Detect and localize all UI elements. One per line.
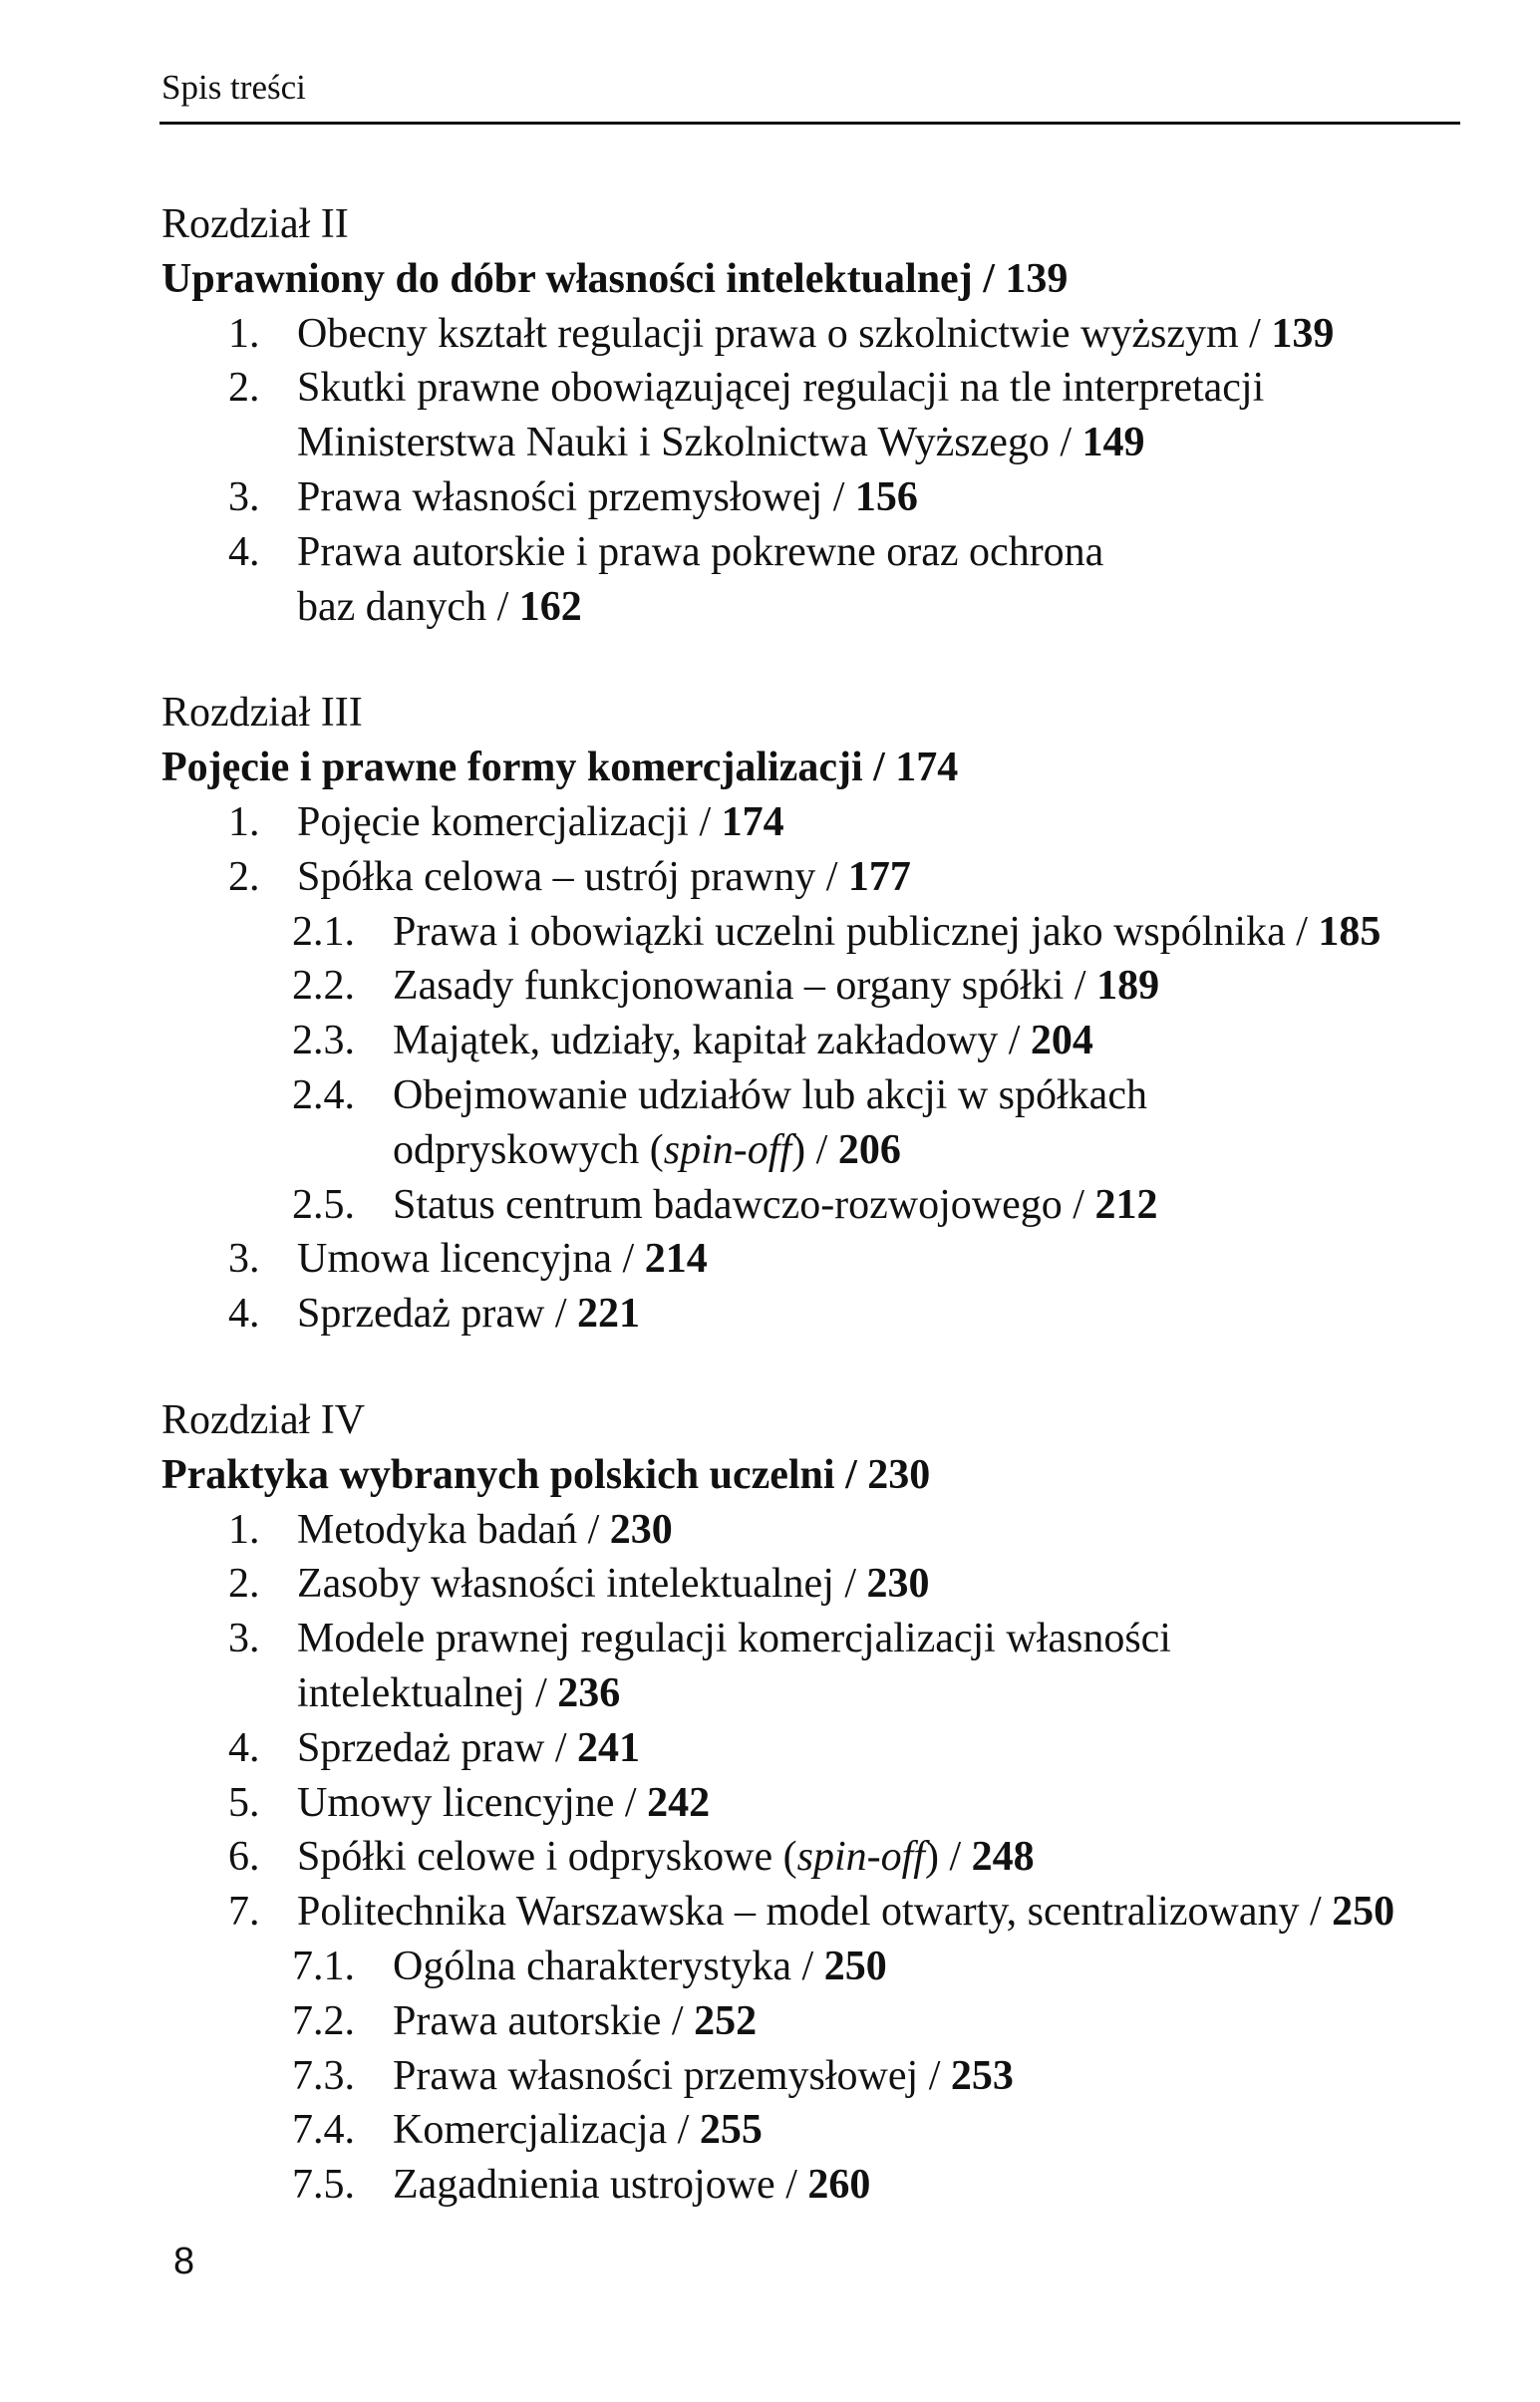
entry-text: Umowy licencyjne / 242 [297, 1779, 711, 1826]
entry-number: 2. [228, 365, 260, 412]
toc-entry-line [161, 580, 1477, 635]
chapter-label: Rozdział IV [161, 1396, 366, 1443]
toc-entry-line [161, 361, 1477, 416]
entry-title-text: Umowa licencyjna [297, 1236, 613, 1283]
entry-page: 149 [1081, 420, 1145, 466]
entry-page: 236 [557, 1669, 621, 1716]
entry-text: Spółki celowe i odpryskowe (spin-off) / 248 [297, 1834, 1035, 1881]
entry-title-text: baz danych [297, 583, 487, 630]
entry-text [297, 525, 1103, 580]
toc-entry-line [161, 1776, 1477, 1831]
entry-number: 1. [228, 310, 260, 357]
entry-title-text: Skutki prawne obowiązującej regulacji na tle interpretacji [297, 365, 1265, 412]
toc-subentry-line [161, 1178, 1477, 1233]
entry-text: Prawa własności przemysłowej / 156 [297, 473, 918, 520]
entry-page: 252 [694, 1997, 758, 2044]
entry-italic-text: spin-off [663, 1126, 792, 1173]
entry-title-text: Prawa autorskie i prawa pokrewne oraz ochrona [297, 528, 1104, 575]
entry-page: 214 [644, 1236, 708, 1283]
entry-text: Status centrum badawczo-rozwojowego / 212 [393, 1181, 1158, 1228]
entry-text: Zasoby własności intelektualnej / 230 [297, 1561, 930, 1608]
entry-page: 230 [609, 1506, 673, 1553]
toc-entry-line [161, 1666, 1477, 1721]
chapter-title-text: Uprawniony do dóbr własności intelektualnej [161, 255, 973, 302]
toc-entry-line [161, 1830, 1477, 1885]
entry-after-text: ) [924, 1834, 939, 1881]
entry-page: 206 [837, 1126, 901, 1173]
entry-title-text: Politechnika Warszawska – model otwarty, scentralizowany [297, 1889, 1300, 1936]
entry-text: Prawa i obowiązki uczelni publicznej jako wspólnika / 185 [393, 908, 1382, 955]
toc-entry-line [161, 1287, 1477, 1342]
entry-page: 250 [1332, 1889, 1395, 1936]
entry-title-text: intelektualnej [297, 1669, 525, 1716]
entry-text: intelektualnej / 236 [297, 1669, 621, 1716]
toc-subentry-line [161, 959, 1477, 1014]
chapter-page: 174 [895, 745, 959, 791]
entry-number: 4. [228, 528, 260, 575]
entry-title-text: Status centrum badawczo-rozwojowego [393, 1181, 1063, 1228]
entry-title-text: odpryskowych ( [393, 1126, 664, 1173]
chapter-label: Rozdział II [161, 201, 349, 247]
entry-page: 250 [823, 1943, 887, 1989]
chapter-page: 230 [867, 1451, 931, 1498]
entry-number: 7.2. [292, 1997, 355, 2044]
toc-entry-line [161, 525, 1477, 580]
chapter-label: Rozdział III [161, 690, 363, 737]
entry-page: 253 [950, 2052, 1014, 2099]
entry-text: odpryskowych (spin-off) / 206 [393, 1126, 901, 1173]
entry-text: Umowa licencyjna / 214 [297, 1236, 708, 1283]
entry-title-text: Sprzedaż praw [297, 1724, 545, 1771]
entry-text [393, 1068, 1147, 1123]
entry-after-text: ) [791, 1126, 806, 1173]
entry-title-text: Pojęcie komercjalizacji [297, 798, 689, 845]
entry-title-text: Majątek, udziały, kapitał zakładowy [393, 1018, 999, 1064]
entry-number: 6. [228, 1834, 260, 1881]
entry-text: Zasady funkcjonowania – organy spółki / 189 [393, 963, 1160, 1010]
entry-title-text: Spółki celowe i odpryskowe ( [297, 1834, 797, 1881]
entry-title-text: Prawa własności przemysłowej [297, 473, 823, 520]
chapter-title-text: Pojęcie i prawne formy komercjalizacji [161, 745, 863, 791]
entry-number: 1. [228, 1506, 260, 1553]
entry-text: Majątek, udziały, kapitał zakładowy / 204 [393, 1018, 1093, 1064]
toc-entry-line [161, 1612, 1477, 1666]
entry-number: 2.1. [292, 908, 355, 955]
entry-page: 242 [647, 1779, 711, 1826]
toc-subentry-line [161, 905, 1477, 960]
entry-number: 2.2. [292, 963, 355, 1010]
entry-text: Sprzedaż praw / 241 [297, 1724, 641, 1771]
entry-title-text: Ministerstwa Nauki i Szkolnictwa Wyższego [297, 420, 1050, 466]
toc-entry-line [161, 1232, 1477, 1287]
entry-page: 162 [518, 583, 582, 630]
entry-text: Pojęcie komercjalizacji / 174 [297, 798, 784, 845]
entry-title-text: Prawa autorskie [393, 1997, 662, 2044]
entry-number: 2. [228, 853, 260, 900]
entry-text: Zagadnienia ustrojowe / 260 [393, 2162, 871, 2209]
toc-subentry-line [161, 2049, 1477, 2104]
toc-subentry-line [161, 1014, 1477, 1068]
toc-chapter [161, 1393, 1477, 2213]
toc-entry-line [161, 1557, 1477, 1612]
entry-title-text: Metodyka badań [297, 1506, 578, 1553]
entry-number: 4. [228, 1291, 260, 1338]
entry-title-text: Zagadnienia ustrojowe [393, 2162, 775, 2209]
page-number: 8 [173, 2241, 195, 2282]
entry-title-text: Zasady funkcjonowania – organy spółki [393, 963, 1065, 1010]
entry-number: 7. [228, 1889, 260, 1936]
entry-text: Prawa własności przemysłowej / 253 [393, 2052, 1014, 2099]
entry-title-text: Sprzedaż praw [297, 1291, 545, 1338]
toc-entry-line [161, 795, 1477, 850]
toc-entry-line [161, 1721, 1477, 1776]
header-rule [159, 122, 1460, 125]
chapter-page: 139 [1005, 255, 1069, 302]
entry-page: 156 [854, 473, 918, 520]
entry-number: 3. [228, 1616, 260, 1662]
entry-text [297, 361, 1264, 416]
entry-number: 7.1. [292, 1943, 355, 1989]
entry-text: Spółka celowa – ustrój prawny / 177 [297, 853, 911, 900]
entry-text [297, 1612, 1171, 1666]
entry-text: Sprzedaż praw / 221 [297, 1291, 641, 1338]
entry-number: 2. [228, 1561, 260, 1608]
entry-page: 260 [807, 2162, 871, 2209]
chapter-title: Pojęcie i prawne formy komercjalizacji / 174 [161, 745, 959, 791]
toc-entry-line [161, 1885, 1477, 1940]
entry-title-text: Modele prawnej regulacji komercjalizacji własności [297, 1616, 1171, 1662]
entry-number: 2.5. [292, 1181, 355, 1228]
entry-text: Obecny kształt regulacji prawa o szkolnictwie wyższym / 139 [297, 310, 1335, 357]
entry-text: Ogólna charakterystyka / 250 [393, 1943, 887, 1989]
entry-italic-text: spin-off [796, 1834, 925, 1881]
entry-number: 3. [228, 1236, 260, 1283]
entry-page: 204 [1030, 1018, 1093, 1064]
entry-page: 230 [866, 1561, 930, 1608]
toc-entry-line [161, 1503, 1477, 1558]
toc-subentry-line [161, 1123, 1477, 1178]
entry-title-text: Obecny kształt regulacji prawa o szkolnictwie wyższym [297, 310, 1239, 357]
toc-subentry-line [161, 1940, 1477, 1994]
entry-number: 7.3. [292, 2052, 355, 2099]
entry-title-text: Umowy licencyjne [297, 1779, 615, 1826]
entry-number: 3. [228, 473, 260, 520]
entry-page: 177 [847, 853, 911, 900]
entry-number: 5. [228, 1779, 260, 1826]
entry-page: 212 [1094, 1181, 1158, 1228]
entry-text: Politechnika Warszawska – model otwarty, scentralizowany / 250 [297, 1889, 1395, 1936]
entry-text: Komercjalizacja / 255 [393, 2107, 763, 2154]
entry-page: 221 [577, 1291, 641, 1338]
entry-title-text: Obejmowanie udziałów lub akcji w spółkach [393, 1071, 1147, 1118]
toc-chapter [161, 197, 1477, 634]
entry-title-text: Zasoby własności intelektualnej [297, 1561, 834, 1608]
entry-number: 1. [228, 798, 260, 845]
entry-page: 189 [1096, 963, 1160, 1010]
entry-text: baz danych / 162 [297, 583, 582, 630]
toc-chapter [161, 686, 1477, 1342]
entry-title-text: Ogólna charakterystyka [393, 1943, 792, 1989]
entry-number: 7.4. [292, 2107, 355, 2154]
entry-page: 241 [577, 1724, 641, 1771]
toc-subentry-line [161, 2103, 1477, 2158]
toc-subentry-line [161, 1068, 1477, 1123]
entry-text: Metodyka badań / 230 [297, 1506, 673, 1553]
entry-page: 174 [721, 798, 784, 845]
entry-title-text: Prawa własności przemysłowej [393, 2052, 919, 2099]
entry-page: 255 [699, 2107, 763, 2154]
chapter-title: Praktyka wybranych polskich uczelni / 230 [161, 1451, 931, 1498]
entry-text: Ministerstwa Nauki i Szkolnictwa Wyższego / 149 [297, 420, 1145, 466]
chapter-title: Uprawniony do dóbr własności intelektualnej / 139 [161, 255, 1069, 302]
toc-entry-line [161, 470, 1477, 525]
chapter-title-text: Praktyka wybranych polskich uczelni [161, 1451, 835, 1498]
toc-subentry-line [161, 2158, 1477, 2213]
entry-text: Prawa autorskie / 252 [393, 1997, 758, 2044]
running-header: Spis treści [161, 68, 306, 107]
entry-title-text: Spółka celowa – ustrój prawny [297, 853, 816, 900]
toc-subentry-line [161, 1994, 1477, 2049]
entry-page: 139 [1271, 310, 1335, 357]
entry-title-text: Komercjalizacja [393, 2107, 668, 2154]
entry-page: 185 [1318, 908, 1382, 955]
entry-number: 4. [228, 1724, 260, 1771]
entry-page: 248 [971, 1834, 1035, 1881]
toc-entry-line [161, 850, 1477, 905]
entry-number: 2.3. [292, 1018, 355, 1064]
entry-title-text: Prawa i obowiązki uczelni publicznej jako wspólnika [393, 908, 1286, 955]
toc-entry-line [161, 416, 1477, 470]
table-of-contents [161, 197, 1477, 2264]
entry-number: 2.4. [292, 1071, 355, 1118]
entry-number: 7.5. [292, 2162, 355, 2209]
toc-entry-line [161, 307, 1477, 362]
